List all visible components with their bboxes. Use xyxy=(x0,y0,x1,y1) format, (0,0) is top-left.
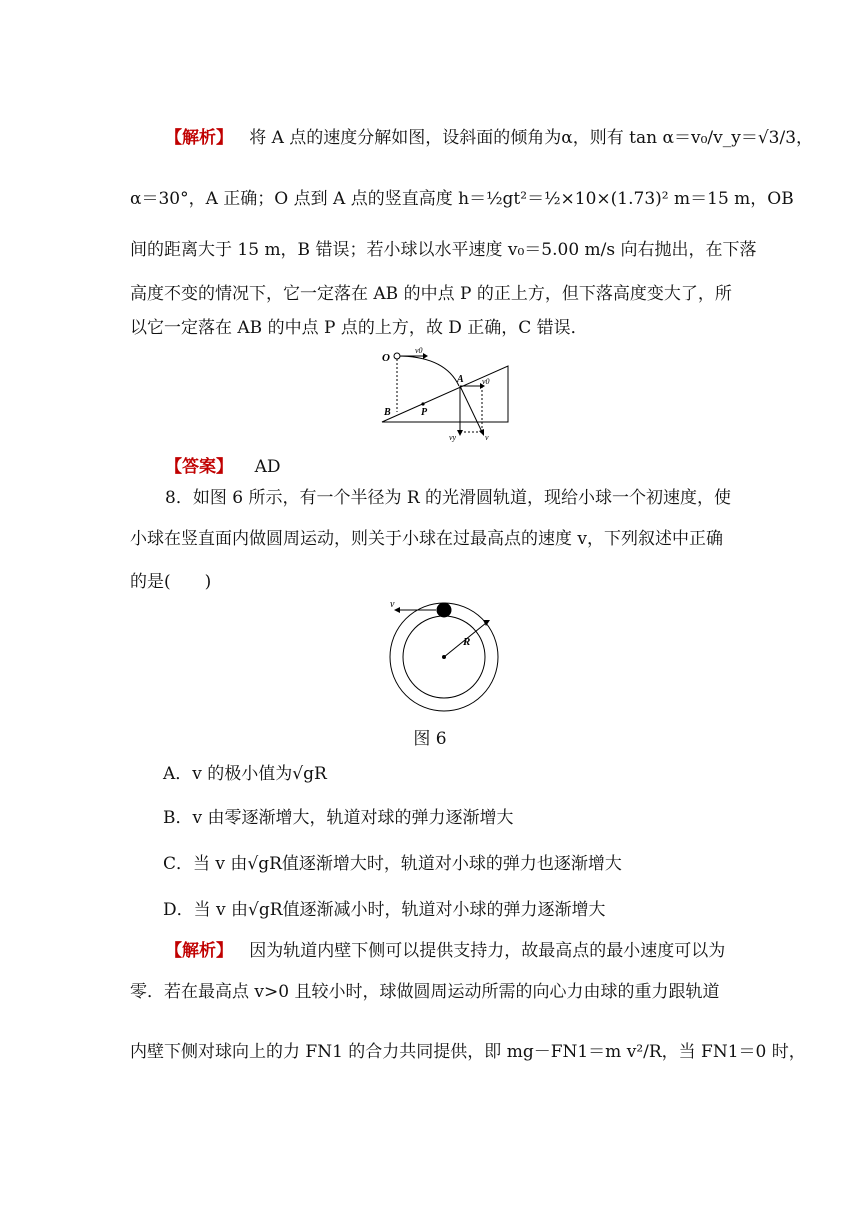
analysis-tag: 【解析】 xyxy=(165,128,233,148)
arrowhead xyxy=(423,353,428,359)
trajectory-curve xyxy=(397,356,459,386)
v-arrow xyxy=(460,386,482,432)
option-d: D．当 v 由√gR值逐渐减小时，轨道对小球的弹力逐渐增大 xyxy=(163,900,606,920)
answer-value: AD xyxy=(254,457,281,477)
answer-line xyxy=(165,455,281,479)
analysis2-tag: 【解析】 xyxy=(165,941,233,961)
midpoint-P-dot xyxy=(421,402,424,405)
analysis-line-2: α＝30°，A 正确；O 点到 A 点的竖直高度 h＝½gt²＝½×10×(1.73)² m＝15 m，OB xyxy=(130,189,794,209)
arrowhead xyxy=(457,430,463,436)
analysis-line-3: 间的距离大于 15 m，B 错误；若小球以水平速度 v₀＝5.00 m/s 向右抛出，在下落 xyxy=(130,240,757,260)
option-b: B．v 由零逐渐增大，轨道对球的弹力逐渐增大 xyxy=(163,808,514,828)
analysis-line-5: 以它一定落在 AB 的中点 P 点的上方，故 D 正确，C 错误． xyxy=(130,318,588,338)
analysis-text: 将 A 点的速度分解如图，设斜面的倾角为α，则有 tan α＝v₀/v_y＝√3/3， xyxy=(249,128,814,148)
label-v0-A: v0 xyxy=(482,377,490,386)
analysis-line-4: 高度不变的情况下，它一定落在 AB 的中点 P 的正上方，但下落高度变大了，所 xyxy=(130,284,732,304)
label-v: v xyxy=(485,433,489,442)
incline-triangle xyxy=(382,366,508,422)
analysis2-text: 因为轨道内壁下侧可以提供支持力，故最高点的最小速度可以为 xyxy=(249,941,726,961)
label-R: R xyxy=(463,636,471,648)
analysis2-line-2: 零．若在最高点 v>0 且较小时，球做圆周运动所需的向心力由球的重力跟轨道 xyxy=(130,982,720,1002)
figure-caption: 图 6 xyxy=(413,729,447,749)
launch-point-marker xyxy=(394,353,400,359)
label-v0-top: v0 xyxy=(415,346,423,355)
label-v: v xyxy=(390,599,395,610)
answer-tag: 【答案】 xyxy=(165,457,233,477)
option-a: A．v 的极小值为√gR xyxy=(163,764,327,784)
ball xyxy=(437,603,452,618)
arrowhead xyxy=(394,607,400,613)
analysis2-line-1 xyxy=(165,939,725,963)
analysis2-line-3: 内壁下侧对球向上的力 FN1 的合力共同提供，即 mg－FN1＝m v²/R，当 FN1＝0 时， xyxy=(130,1042,806,1062)
incline-projectile-figure xyxy=(375,342,515,442)
question-line-1: 8．如图 6 所示，有一个半径为 R 的光滑圆轨道，现给小球一个初速度，使 xyxy=(165,488,732,508)
label-O: O xyxy=(382,352,390,364)
label-A: A xyxy=(457,374,464,385)
question-line-2: 小球在竖直面内做圆周运动，则关于小球在过最高点的速度 v，下列叙述中正确 xyxy=(130,529,724,549)
analysis-line-1 xyxy=(165,126,813,150)
label-vy: vy xyxy=(449,433,457,442)
circular-track-figure xyxy=(370,595,520,720)
option-c: C．当 v 由√gR值逐渐增大时，轨道对小球的弹力也逐渐增大 xyxy=(163,854,622,874)
label-B: B xyxy=(384,407,391,418)
label-P: P xyxy=(421,407,428,418)
question-line-3: 的是( ) xyxy=(130,572,212,592)
